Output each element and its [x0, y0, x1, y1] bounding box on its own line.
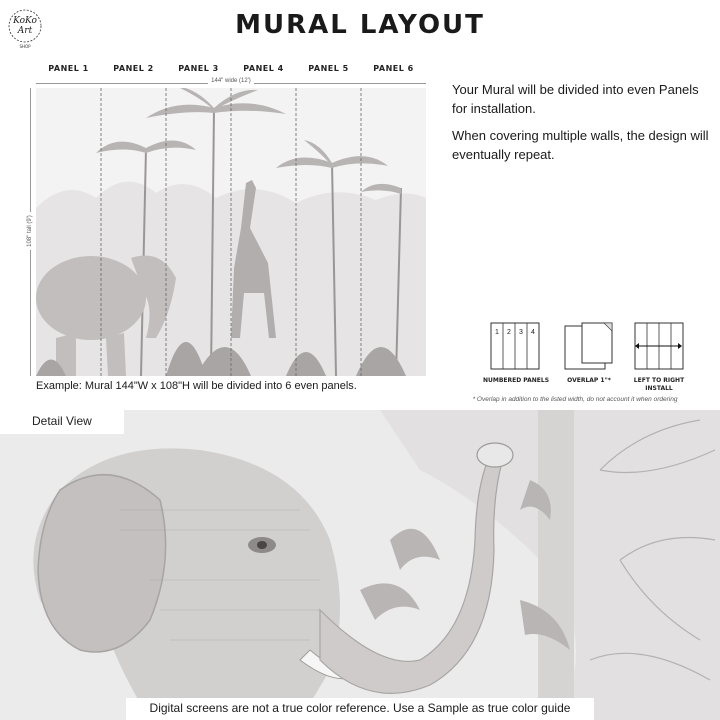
panel-number: 4	[531, 329, 535, 336]
left-to-right-label-line2: INSTALL	[645, 385, 673, 392]
panel-number: 3	[519, 329, 523, 336]
page-title: MURAL LAYOUT	[235, 10, 485, 40]
overlap-label: OVERLAP 1"*	[567, 377, 611, 384]
logo-text-bottom: SHOP	[19, 44, 31, 49]
panel-label: PANEL 6	[373, 64, 414, 73]
panel-number: 1	[495, 329, 499, 336]
detail-view-label: Detail View	[0, 410, 124, 434]
height-dimension-label: 108" tall (9')	[27, 212, 33, 250]
panel-number: 2	[507, 329, 511, 336]
jungle-illustration	[36, 88, 426, 376]
elephant-detail-illustration	[0, 410, 720, 720]
left-to-right-icon	[632, 322, 686, 370]
example-caption: Example: Mural 144"W x 108"H will be divided into 6 even panels.	[36, 380, 357, 392]
logo-text-middle: Art	[17, 26, 33, 36]
overlap-icon	[562, 322, 616, 370]
logo-text-top: KoKo	[13, 16, 37, 26]
panel-label: PANEL 3	[178, 64, 219, 73]
width-dimension-label: 144" wide (12')	[208, 78, 254, 84]
description-line-1: Your Mural will be divided into even Panels for installation.	[452, 82, 699, 116]
panel-label: PANEL 4	[243, 64, 284, 73]
panel-labels	[36, 64, 426, 73]
panel-label: PANEL 5	[308, 64, 349, 73]
numbered-panels-label: NUMBERED PANELS	[482, 377, 550, 384]
numbered-panels-icon	[488, 322, 542, 370]
detail-view-image	[0, 410, 720, 720]
layout-description	[452, 80, 712, 172]
color-disclaimer: Digital screens are not a true color reference. Use a Sample as true color guide	[126, 698, 594, 720]
description-line-2: When covering multiple walls, the design will eventually repeat.	[452, 128, 709, 162]
left-to-right-label-line1: LEFT TO RIGHT	[633, 377, 685, 384]
overlap-note: * Overlap in addition to the listed width, do not account it when ordering	[472, 396, 678, 403]
mural-preview	[36, 88, 426, 376]
left-to-right-label	[619, 377, 699, 393]
height-dimension	[26, 88, 34, 376]
panel-label: PANEL 2	[113, 64, 154, 73]
panel-label: PANEL 1	[48, 64, 89, 73]
width-dimension	[36, 79, 426, 87]
